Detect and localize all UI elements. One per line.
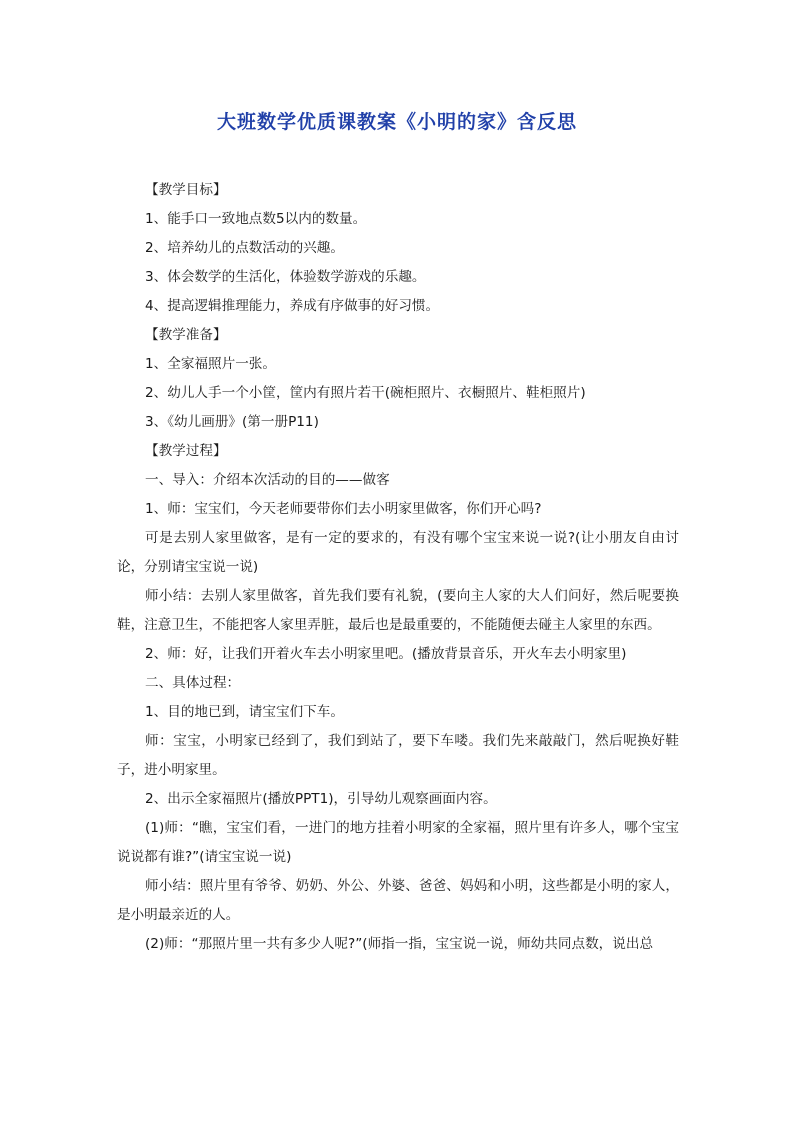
paragraph: 3、《幼儿画册》(第一册P11)	[145, 414, 319, 430]
paragraph: (2)师：“那照片里一共有多少人呢?”(师指一指，宝宝说一说，师幼共同点数，说出总	[145, 936, 654, 952]
paragraph: 2、出示全家福照片(播放PPT1)，引导幼儿观察画面内容。	[145, 791, 497, 807]
paragraph: 师小结：去别人家里做客，首先我们要有礼貌，(要向主人家的大人们问好，然后呢要换鞋，注意卫生，不能把客人家里弄脏，最后也是最重要的，不能随便去碰主人家里的东西。	[117, 588, 679, 633]
document-body	[117, 176, 679, 959]
section-heading-process: 【教学过程】	[145, 443, 227, 459]
paragraph: 二、具体过程：	[145, 675, 241, 691]
section-heading-preparation: 【教学准备】	[145, 327, 227, 343]
paragraph: 3、体会数学的生活化，体验数学游戏的乐趣。	[145, 269, 426, 285]
paragraph: 1、能手口一致地点数5以内的数量。	[145, 211, 367, 227]
paragraph: 1、师：宝宝们，今天老师要带你们去小明家里做客，你们开心吗?	[145, 501, 542, 517]
paragraph: 4、提高逻辑推理能力，养成有序做事的好习惯。	[145, 298, 440, 314]
paragraph: 1、目的地已到，请宝宝们下车。	[145, 704, 344, 720]
paragraph: 2、培养幼儿的点数活动的兴趣。	[145, 240, 344, 256]
page-title: 大班数学优质课教案《小明的家》含反思	[216, 111, 577, 133]
section-heading-goals: 【教学目标】	[145, 182, 227, 198]
paragraph: (1)师：“瞧，宝宝们看，一进门的地方挂着小明家的全家福，照片里有许多人，哪个宝宝说说都有谁?”(请宝宝说一说)	[117, 820, 679, 865]
paragraph: 一、导入：介绍本次活动的目的——做客	[145, 472, 390, 488]
paragraph: 可是去别人家里做客，是有一定的要求的，有没有哪个宝宝来说一说?(让小朋友自由讨论，分别请宝宝说一说)	[117, 530, 679, 575]
paragraph: 师：宝宝，小明家已经到了，我们到站了，要下车喽。我们先来敲敲门，然后呢换好鞋子，进小明家里。	[117, 733, 679, 778]
paragraph: 2、幼儿人手一个小筐，筐内有照片若干(碗柜照片、衣橱照片、鞋柜照片)	[145, 385, 586, 401]
paragraph: 2、师：好，让我们开着火车去小明家里吧。(播放背景音乐，开火车去小明家里)	[145, 646, 627, 662]
paragraph: 师小结：照片里有爷爷、奶奶、外公、外婆、爸爸、妈妈和小明，这些都是小明的家人，是小明最亲近的人。	[117, 878, 679, 923]
paragraph: 1、全家福照片一张。	[145, 356, 276, 372]
